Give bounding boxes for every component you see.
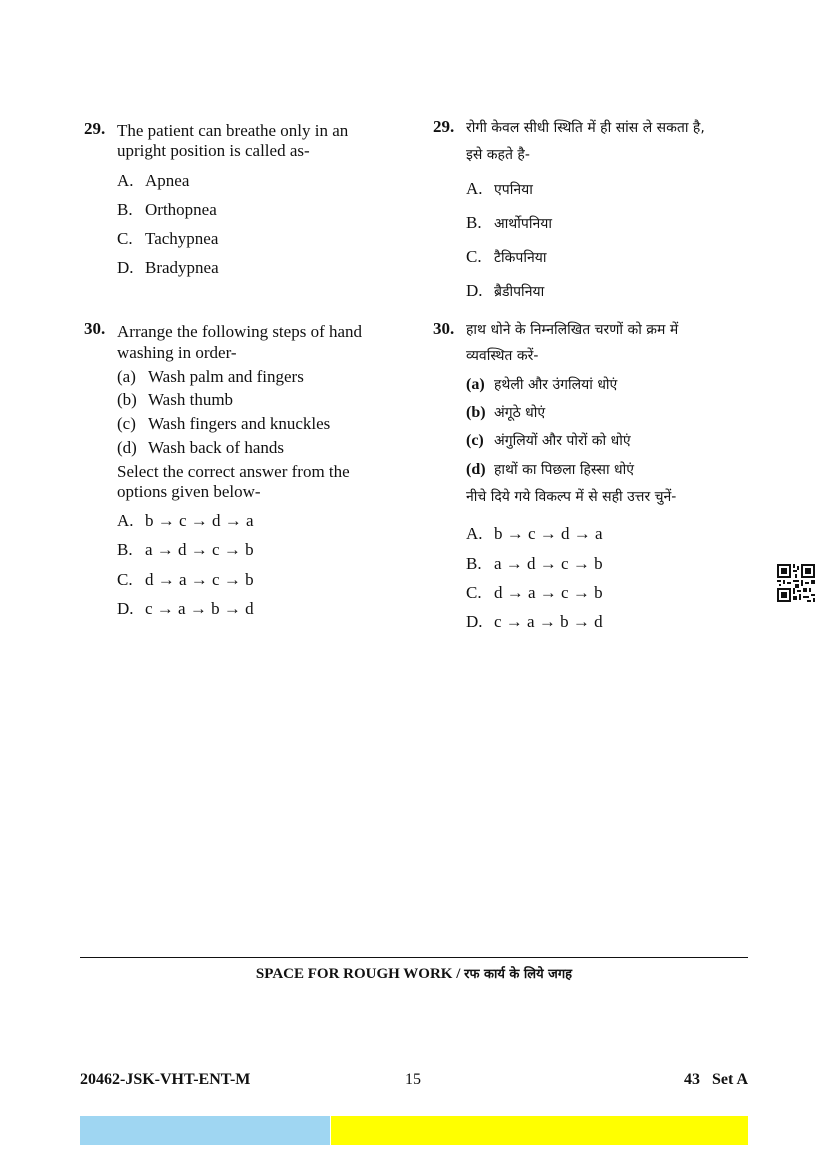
question-stem: washing in order- bbox=[117, 343, 237, 362]
set-label: 43 Set A bbox=[684, 1071, 748, 1088]
option-b: B. Orthopnea bbox=[117, 200, 217, 219]
question-stem: upright position is called as- bbox=[117, 141, 310, 160]
option-c: C. टैकिपनिया bbox=[466, 247, 547, 266]
step-c: (c) Wash fingers and knuckles bbox=[117, 414, 331, 433]
question-stem: हाथ धोने के निम्नलिखित चरणों को क्रम में bbox=[466, 322, 679, 338]
question-number: 30. bbox=[84, 319, 106, 338]
option-d: D. ब्रैडीपनिया bbox=[466, 281, 545, 300]
question-number: 29. bbox=[84, 119, 106, 138]
option-d: D. Bradypnea bbox=[117, 258, 219, 277]
option-a: A. b → c → d → a bbox=[117, 511, 254, 530]
instruction: नीचे दिये गये विकल्प में से सही उत्तर चुनें- bbox=[466, 489, 677, 505]
question-number: 29. bbox=[433, 117, 455, 136]
step-d: (d) Wash back of hands bbox=[117, 438, 285, 457]
option-d: D. c → a → b → d bbox=[466, 612, 603, 631]
question-stem: रोगी केवल सीधी स्थिति में ही सांस ले सकता है, bbox=[466, 120, 705, 136]
option-b: B. a → d → c → b bbox=[466, 554, 603, 573]
booklet-code: 20462-JSK-VHT-ENT-M bbox=[80, 1071, 251, 1088]
step-d: (d) हाथों का पिछला हिस्सा धोएं bbox=[466, 461, 635, 478]
step-a: (a) हथेली और उंगलियां धोएं bbox=[466, 376, 618, 393]
question-stem: The patient can breathe only in an bbox=[117, 121, 349, 140]
step-b: (b) Wash thumb bbox=[117, 390, 234, 409]
question-stem: व्यवस्थित करें- bbox=[466, 348, 539, 364]
question-number: 30. bbox=[433, 319, 455, 338]
rough-work-heading: SPACE FOR ROUGH WORK / रफ कार्य के लिये जगह bbox=[255, 966, 573, 982]
option-a: A. एपनिया bbox=[466, 179, 533, 198]
option-d: D. c → a → b → d bbox=[117, 599, 254, 618]
option-c: C. d → a → c → b bbox=[466, 583, 603, 602]
instruction: Select the correct answer from the bbox=[117, 462, 350, 481]
option-b: B. आर्थोपनिया bbox=[466, 213, 552, 232]
option-c: C. d → a → c → b bbox=[117, 570, 254, 589]
instruction: options given below- bbox=[117, 482, 261, 501]
option-a: A. b → c → d → a bbox=[466, 524, 603, 543]
footer-bar-blue bbox=[80, 1116, 330, 1145]
step-c: (c) अंगुलियों और पोरों को धोएं bbox=[466, 432, 631, 449]
footer-bar-yellow bbox=[331, 1116, 748, 1145]
option-a: A. Apnea bbox=[117, 171, 190, 190]
divider bbox=[80, 957, 748, 958]
question-stem: Arrange the following steps of hand bbox=[117, 322, 363, 341]
page-number: 15 bbox=[405, 1071, 421, 1088]
question-stem: इसे कहते है- bbox=[466, 147, 530, 163]
option-c: C. Tachypnea bbox=[117, 229, 219, 248]
option-b: B. a → d → c → b bbox=[117, 540, 254, 559]
step-b: (b) अंगूठे धोएं bbox=[466, 404, 546, 421]
qr-code-icon bbox=[777, 564, 815, 602]
step-a: (a) Wash palm and fingers bbox=[117, 367, 304, 386]
